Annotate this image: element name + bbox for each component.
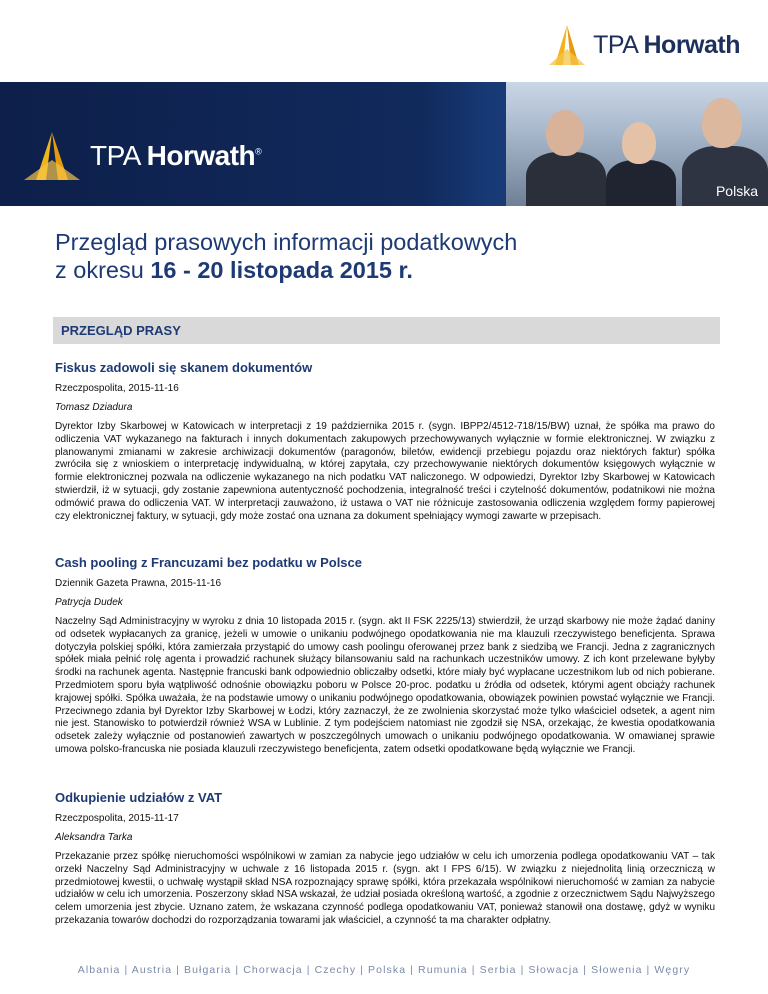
article-title: Fiskus zadowoli się skanem dokumentów <box>55 360 313 375</box>
article-title: Cash pooling z Francuzami bez podatku w Polsce <box>55 555 362 570</box>
article-body: Naczelny Sąd Administracyjny w wyroku z dnia 10 listopada 2015 r. (sygn. akt II FSK 2225/13) stwierdził, że urząd skarbowy nie może żądać daniny od odsetek wypłacanych za granicę, jeżeli w umowie o unikaniu podwójnego opodatkowania nie ma klauzuli rzeczywistego beneficjenta. Sprawa dotyczyła polskiej spółki, która zamierzała przystąpić do umowy cash poolingu oferowanej przez bank z siedzibą we Francji. Jedna z zagranicznych spółek miała pełnić rolę agenta i prowadzić rachunek służący bilansowaniu sald na rachunkach uczestników umowy. Z ich kont przelewane byłyby środki na rachunek agenta. Następnie francuski bank odpowiednio obliczałby odsetki, które miały być wypłacane uczestnikom lub od nich pobierane. Przedmiotem sporu była wątpliwość odnośnie obowiązku poboru w Polsce 20-proc. podatku u źródła od odsetek, którymi agent obciąży rachunek krajowej spółki. Spółka uważała, że na podstawie umowy o unikaniu podwójnego opodatkowania, obowiązek powinien powstać wyłącznie we Francji. Przeciwnego zdania był Dyrektor Izby Skarbowej w Łodzi, który zaznaczył, że ze zwolnienia skorzystać może tylko właściciel odsetek, a agent nim nie jest. Stanowisko to potwierdził również WSA w Lublinie. Z tym podejściem natomiast nie zgodził się NSA, orzekając, że kwestia opodatkowania odsetek zależy wyłącznie od postanowień zawartych w poszczególnych umowach o unikaniu podwójnego opodatkowania. W omawianej sprawie umowa polsko-francuska nie posiada klauzuli rzeczywistego beneficjenta, zatem odsetki opodatkowane będą wyłącznie we Francji. <box>55 616 715 755</box>
section-header: PRZEGLĄD PRASY <box>53 317 720 344</box>
article-title: Odkupienie udziałów z VAT <box>55 790 223 805</box>
article <box>55 790 715 928</box>
banner-logo <box>22 130 261 182</box>
article-author: Patrycja Dudek <box>55 597 123 608</box>
article <box>55 555 715 757</box>
country-label: Polska <box>715 183 758 199</box>
article-source: Rzeczpospolita, 2015-11-16 <box>55 383 179 394</box>
article-source: Rzeczpospolita, 2015-11-17 <box>55 813 179 824</box>
tpa-triangle-logo-icon <box>22 130 82 182</box>
article-author: Tomasz Dziadura <box>55 402 133 413</box>
footer-countries: Albania | Austria | Bułgaria | Chorwacja | Czechy | Polska | Rumunia | Serbia | Słowacja | Słowenia | Węgry <box>77 964 691 976</box>
top-logo <box>547 22 740 68</box>
tpa-triangle-logo-icon <box>547 23 587 67</box>
page-title: Przegląd prasowych informacji podatkowych z okresu 16 - 20 listopada 2015 r. <box>55 229 518 283</box>
article <box>55 360 715 523</box>
article-source: Dziennik Gazeta Prawna, 2015-11-16 <box>55 578 222 589</box>
logo-wordmark: TPA Horwath <box>593 30 740 59</box>
banner-wordmark: TPA Horwath® <box>90 140 262 171</box>
article-body: Dyrektor Izby Skarbowej w Katowicach w interpretacji z 19 października 2015 r. (sygn. IBPP2/4512-718/15/BW) uznał, że spółka ma prawo do odliczenia VAT wykazanego na fakturach i innych dokumentach zakupowych przechowywanych wyłącznie w formie elektronicznej. W związku z planowanymi zmianami w zakresie archiwizacji dokumentów (paragonów, biletów, ewidencji przebiegu pojazdu oraz niektórych faktur) spółka zwróciła się z wnioskiem o interpretację indywidualną, w której zapytała, czy przechowywanie niektórych dokumentów księgowych wyłącznie w formie elektronicznej pozwala na odliczenie wykazanego na nich podatku VAT naliczonego. W odpowiedzi, Dyrektor Izby Skarbowej w Katowicach stwierdził, iż w sytuacji, gdy zostanie zapewniona autentyczność pochodzenia, integralność treści i czytelność dokumentów, podatnikowi nie można odmówić prawa do odliczenia VAT. W interpretacji zauważono, iż ustawa o VAT nie różnicuje zastosowania odliczenia względem formy papierowej czy elektronicznej faktury, w sytuacji, gdy może zostać ona uznana za dokument spełniający wymogi zawarte w przepisach. <box>55 421 715 522</box>
article-body: Przekazanie przez spółkę nieruchomości wspólnikowi w zamian za nabycie jego udziałów w celu ich umorzenia podlega opodatkowaniu VAT – tak orzekł Naczelny Sąd Administracyjny w uchwale z 16 listopada 2015 r. (sygn. akt I FPS 6/15). W związku z niejednolitą linią orzeczniczą w przedmiotowej kwestii, o uchwałę wystąpił skład NSA rozpoznający sprawę spółki, która przekazała wspólnikowi nieruchomość w zamian za nabycie udziałów w celu ich umorzenia. Poszerzony skład NSA wskazał, że udział posiada określoną wartość, a zgodnie z orzecznictwem Sądu Najwyższego celem umorzenia jest zbycie. Uznano zatem, że wskazana czynność podlega opodatkowaniu VAT, ponieważ stanowił ona dostawę, gdyż w wyniku przekazania towarów dochodzi do rozporządzania towarami jak właściciel, a czynność ta ma charakter odpłatny. <box>55 851 715 926</box>
header-banner <box>0 82 768 206</box>
article-author: Aleksandra Tarka <box>55 832 133 843</box>
